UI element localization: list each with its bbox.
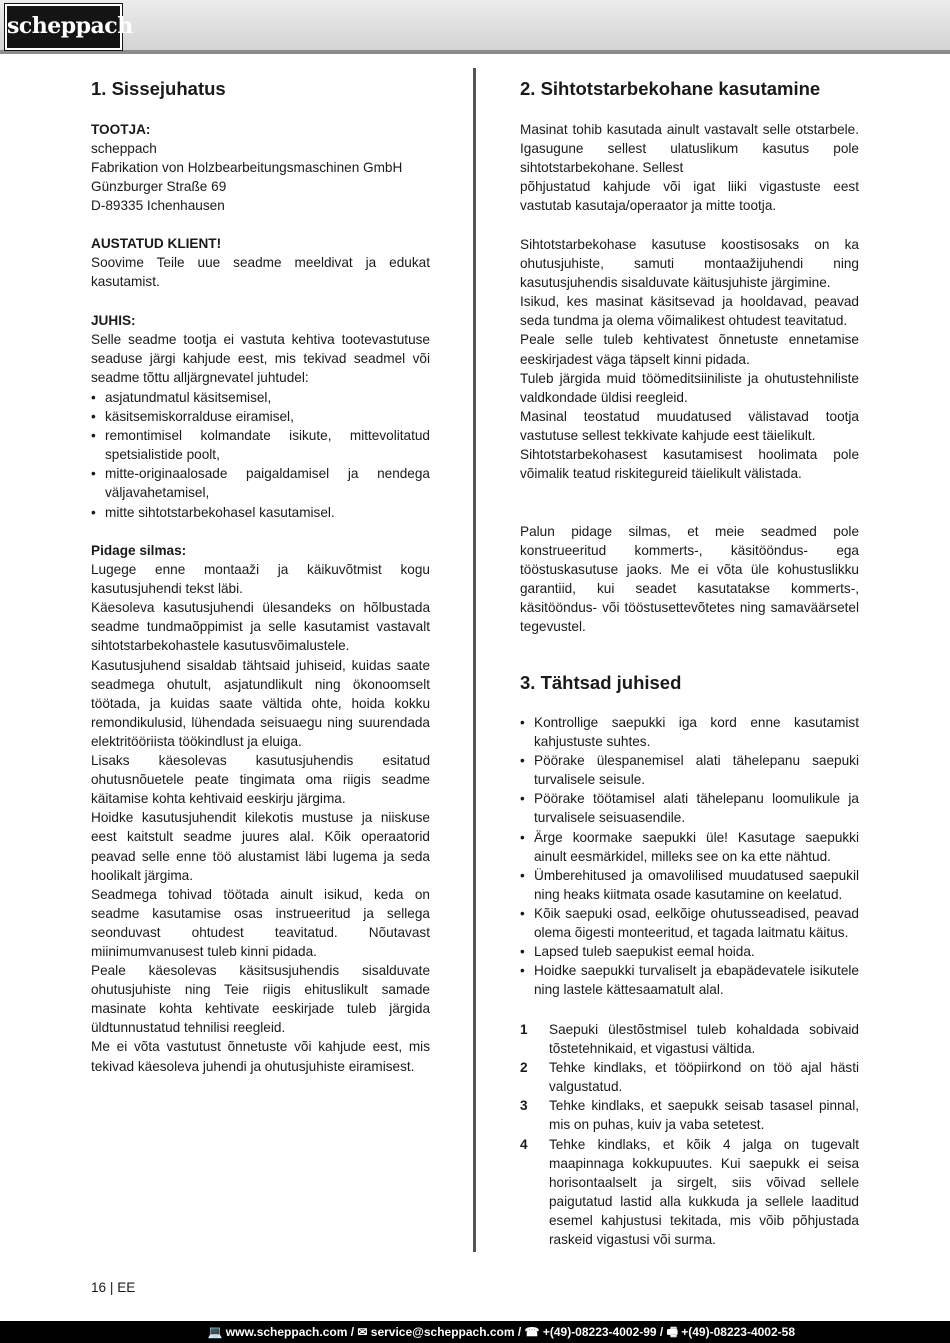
item-text: Tehke kindlaks, et tööpiirkond on töö ajal hästi valgustatud. — [549, 1060, 859, 1095]
manufacturer-line: D-89335 Ichenhausen — [91, 198, 225, 214]
list-item: • Kõik saepuki osad, eelkõige ohutusseadised, peavad olema õigesti monteeritud, et tagada laitmatu käitus. — [520, 904, 859, 942]
customer-block — [91, 234, 430, 291]
page-footer — [0, 1321, 950, 1343]
page-number: 16 | EE — [91, 1280, 136, 1295]
list-item: • mitte sihtotstarbekohasel kasutamisel. — [91, 503, 430, 522]
note-label: JUHIS: — [91, 313, 136, 328]
item-number: 1 — [520, 1022, 528, 1037]
list-item: • Kontrollige saepukki iga kord enne kasutamist kahjustuste suhtes. — [520, 713, 859, 751]
manufacturer-line: scheppach — [91, 141, 157, 157]
numbered-item — [520, 1058, 859, 1096]
attention-label: Pidage silmas: — [91, 543, 187, 558]
numbered-item — [520, 1020, 859, 1058]
customer-text: Soovime Teile uue seadme meeldivat ja edukat kasutamist. — [91, 255, 430, 290]
item-number: 2 — [520, 1060, 528, 1076]
list-item: • Pöörake ülespanemisel alati tähelepanu saepuki turvalisele seisule. — [520, 751, 859, 789]
numbered-item — [520, 1135, 859, 1250]
item-text: Tehke kindlaks, et kõik 4 jalga on tugevalt maapinnaga kokkupuutes. Kui saepukk ei seisa horisontaalselt ja sirgelt, siis võivad sellele paigutatud lastid alla kukkuda ja sellele laaditud esemel kahjustusi tekitada, mis võib põhjustada raskeid vigastusi või surma. — [549, 1136, 859, 1248]
section-3-heading: 3. Tähtsad juhised — [520, 672, 682, 693]
manufacturer-line: Fabrikation von Holzbearbeitungsmaschinen GmbH — [91, 160, 403, 176]
note-block — [91, 311, 430, 387]
customer-label: AUSTATUD KLIENT! — [91, 236, 222, 251]
manufacturer-line: Günzburger Straße 69 — [91, 179, 227, 195]
list-item: • asjatundmatul käsitsemisel, — [91, 388, 430, 407]
section-3-bullets — [520, 713, 859, 999]
list-item: • Lapsed tuleb saepukist eemal hoida. — [520, 942, 859, 961]
section-2-heading: 2. Sihtotstarbekohane kasutamine — [520, 78, 821, 99]
list-item: • mitte-originaalosade paigaldamisel ja nendega väljavahetamisel, — [91, 464, 430, 502]
list-item: • Pöörake töötamisel alati tähelepanu loomulikule ja turvalisele seisuasendile. — [520, 789, 859, 827]
section-2-paragraph: Masinat tohib kasutada ainult vastavalt selle otstarbele. Igasugune sellest ulatuslikum kasutus pole sihtotstarbekohane. Sellest põhjustatud kahjude või igat liiki vigastuste eest vastutab kasutaja/operaator ja mitte tootja. — [520, 122, 859, 214]
scheppach-logo: scheppach — [5, 4, 122, 50]
manufacturer-label: TOOTJA: — [91, 122, 151, 137]
contact-line: 💻 www.scheppach.com / ✉ service@scheppach.com / ☎ +(49)-08223-4002-99 / 🖷 +(49)-08223-4002-58 — [207, 1325, 795, 1339]
attention-text: Lugege enne montaaži ja käikuvõtmist kogu kasutusjuhendi tekst läbi. Käesoleva kasutusjuhendi ülesandeks on hõlbustada seadme tundmaõppimist ja selle kasutamist vastavalt sihtotstarbekohastele kasutusvõimalustele. Kasutusjuhend sisaldab tähtsaid juhiseid, kuidas saate seadmega ohutult, asjatundlikult ning ökonoomselt töötada, ja kuidas saate vältida ohte, hoida kokku remondikulusid, lühendada seisuaegu ning suurendada elektritööriista töökindlust ja eluiga. Lisaks käesolevas kasutusjuhendis esitatud ohutusnõuetele peate tingimata oma riigis seadme käitamise kohta kehtivaid eeskirju järgima. Hoidke kasutusjuhendit kilekotis mustuse ja niiskuse eest kaitstult seadme juures alal. Kõik operaatorid peavad selle enne töö alustamist läbi lugema ja seda hoolikalt järgima. Seadmega tohivad töötada ainult isikud, keda on seadme kasutamise osas instrueeritud ja sellega seonduvast ohtudest teavitatud. Nõutavast miinimumvanusest tuleb kinni pidada. Peale käesolevas käsitsusjuhendis sisalduvate ohutusjuhiste ning Teie riigis ehituslikult samade masinate kohta kehtivate eeskirjade tuleb järgida üldtunnustatud tehnilisi reegleid. Me ei võta vastutust õnnetuste või kahjude eest, mis tekivad käesoleva juhendi ja ohutusjuhiste eiramisest. — [91, 562, 430, 1074]
item-text: Tehke kindlaks, et saepukk seisab tasasel pinnal, mis on puhas, kuiv ja vaba setetest. — [549, 1098, 859, 1133]
list-item: • remontimisel kolmandate isikute, mittevolitatud spetsialistide poolt, — [91, 426, 430, 464]
item-number: 4 — [520, 1136, 528, 1152]
note-text: Selle seadme tootja ei vastuta kehtiva tootevastutuse seaduse järgi kahjude eest, mis tekivad seadmel või seadme tõttu alljärgnevatel juhtudel: — [91, 332, 430, 386]
section-1-heading: 1. Sissejuhatus — [91, 78, 226, 99]
numbered-item — [520, 1096, 859, 1134]
column-divider — [473, 68, 476, 1252]
manufacturer-block — [91, 120, 430, 215]
list-item: • Hoidke saepukki turvaliselt ja ebapädevatele isikutele ning lastele kättesaamatult alal. — [520, 961, 859, 999]
list-item: • Ümberehitused ja omavolilised muudatused saepukil ning heaks kiitmata osade kasutamine on keelatud. — [520, 866, 859, 904]
list-item: • Ärge koormake saepukki üle! Kasutage saepukki ainult eesmärkidel, milleks see on ka ette nähtud. — [520, 828, 859, 866]
item-number: 3 — [520, 1098, 528, 1114]
note-list — [91, 388, 430, 522]
list-item: • käsitsemiskorralduse eiramisel, — [91, 407, 430, 426]
section-3-numbered — [520, 1020, 859, 1249]
page-header — [0, 0, 950, 54]
section-2-paragraph: Sihtotstarbekohase kasutuse koostisosaks on ka ohutusjuhiste, samuti montaažijuhendi ning kasutusjuhendis sisalduvate käitusjuhiste järgimine. Isikud, kes masinat käsitsevad ja hooldavad, peavad seda tundma ja olema võimalikest ohtudest teavitatud. Peale selle tuleb kehtivatest õnnetuste ennetamise eeskirjadest väga täpselt kinni pidada. Tuleb järgida muid töömeditsiiniliste ja ohutustehniliste valdkondade üldisi reegleid. Masinal teostatud muudatused välistavad tootja vastutuse sellest tekkivate kahjude eest täielikult. Sihtotstarbekohasest kasutamisest hoolimata pole võimalik teatud riskitegureid täielikult välistada. — [520, 237, 859, 482]
item-text: Saepuki ülestõstmisel tuleb kohaldada sobivaid tõstetehnikaid, et vigastusi vältida. — [549, 1022, 859, 1057]
attention-block — [91, 541, 430, 1076]
section-2-paragraph: Palun pidage silmas, et meie seadmed pole konstrueeritud kommerts-, käsitööndus- ega tööstuskasutuse jaoks. Me ei võta üle kohustuslikku garantiid, kui seadet kasutatakse kommerts-, käsitööndus- või tööstusettevõtetes ning samaväärsetel tegevustel. — [520, 524, 859, 635]
